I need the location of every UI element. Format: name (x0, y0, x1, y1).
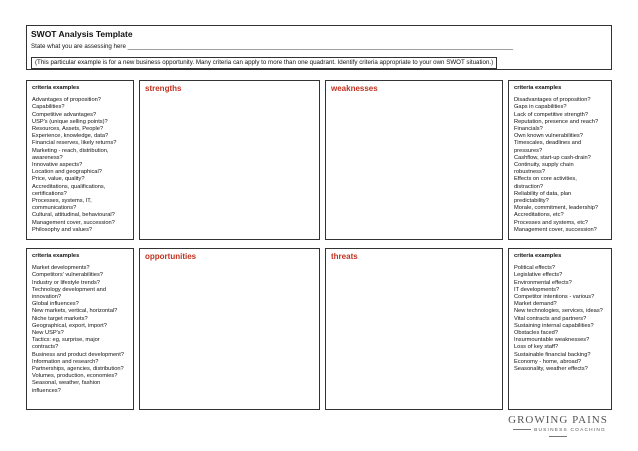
criteria-heading: criteria examples (32, 85, 80, 91)
criteria-item: Insurmountable weaknesses? (514, 337, 590, 344)
criteria-item: contracts? (32, 344, 59, 351)
logo-name: GROWING PAINS (508, 414, 608, 426)
criteria-item: Experience, knowledge, data? (32, 133, 109, 140)
criteria-item: distraction? (514, 183, 544, 190)
strengths-heading: strengths (145, 84, 182, 93)
criteria-item: Financials? (514, 126, 543, 133)
criteria-item: predictability? (514, 198, 549, 205)
criteria-item: Obstacles faced? (514, 330, 558, 337)
company-logo (503, 414, 613, 442)
criteria-item: New markets, vertical, horizontal? (32, 308, 118, 315)
criteria-item: Information and research? (32, 358, 99, 365)
criteria-item: Niche target markets? (32, 315, 88, 322)
criteria-item: Timescales, deadlines and (514, 140, 582, 147)
criteria-item: Resources, Assets, People? (32, 126, 104, 133)
criteria-heading: criteria examples (514, 253, 562, 259)
criteria-item: Industry or lifestyle trends? (32, 279, 100, 286)
criteria-item: Lack of competitive strength? (514, 111, 588, 118)
criteria-item: Technology development and (32, 286, 106, 293)
criteria-item: Business and product development? (32, 351, 125, 358)
criteria-item: Price, value, quality? (32, 176, 85, 183)
criteria-item: Geographical, export, import? (32, 322, 107, 329)
criteria-item: Economy - home, abroad? (514, 358, 582, 365)
criteria-item: Reliability of data, plan (514, 190, 572, 197)
criteria-item: Financial reserves, likely returns? (32, 140, 117, 147)
assess-line[interactable]: State what you are assessing here ________________________________________________________________________________________________________________ (31, 43, 514, 50)
criteria-item: New USP's? (32, 330, 64, 337)
criteria-item: Management cover, succession? (32, 219, 115, 226)
criteria-item: innovation? (32, 294, 62, 301)
criteria-item: Disadvantages of proposition? (514, 97, 591, 104)
criteria-item: Vital contracts and partners? (514, 315, 587, 322)
criteria-item: Morale, commitment, leadership? (514, 205, 599, 212)
criteria-item: New technologies, services, ideas? (514, 308, 603, 315)
strengths-quadrant[interactable] (139, 80, 320, 240)
criteria-item: Seasonality, weather effects? (514, 366, 588, 373)
criteria-list (32, 265, 128, 395)
criteria-item: Partnerships, agencies, distribution? (32, 366, 124, 373)
criteria-list (514, 265, 606, 373)
threats-heading: threats (331, 252, 358, 261)
criteria-box-bottom-right (508, 248, 612, 410)
criteria-item: Processes and systems, etc? (514, 219, 588, 226)
criteria-item: Environmental effects? (514, 279, 572, 286)
criteria-item: Innovative aspects? (32, 162, 83, 169)
criteria-item: Gaps in capabilities? (514, 104, 567, 111)
criteria-item: Global influences? (32, 301, 79, 308)
criteria-heading: criteria examples (32, 253, 80, 259)
page-title: SWOT Analysis Template (31, 29, 133, 39)
criteria-item: Philosophy and values? (32, 226, 93, 233)
criteria-box-top-right (508, 80, 612, 240)
opportunities-heading: opportunities (145, 252, 197, 261)
criteria-item: Own known vulnerabilities? (514, 133, 583, 140)
weaknesses-heading: weaknesses (331, 84, 378, 93)
criteria-item: Accreditations, qualifications, (32, 183, 106, 190)
criteria-item: IT developments? (514, 286, 560, 293)
logo-tagline: BUSINESS COACHING (534, 428, 606, 433)
criteria-item: Seasonal, weather, fashion (32, 380, 101, 387)
criteria-item: Competitor intentions - various? (514, 294, 595, 301)
criteria-heading: criteria examples (514, 85, 562, 91)
criteria-item: pressures? (514, 147, 543, 154)
instruction-note: (This particular example is for a new business opportunity. Many criteria can apply to more than one quadrant. Identify criteria appropriate to your own SWOT situation.) (31, 57, 497, 69)
criteria-item: Effects on core activities, (514, 176, 577, 183)
criteria-item: Sustaining internal capabilities? (514, 322, 594, 329)
criteria-item: Market developments? (32, 265, 90, 272)
criteria-item: Reputation, presence and reach? (514, 118, 599, 125)
criteria-item: Accreditations, etc? (514, 212, 564, 219)
weaknesses-quadrant[interactable] (325, 80, 503, 240)
criteria-item: Processes, systems, IT, (32, 198, 92, 205)
criteria-list (32, 97, 128, 234)
criteria-item: Location and geographical? (32, 169, 102, 176)
logo-tagline-row (503, 427, 613, 441)
criteria-item: Legislative effects? (514, 272, 563, 279)
criteria-item: Marketing - reach, distribution, (32, 147, 109, 154)
criteria-item: influences? (32, 387, 61, 394)
criteria-item: Political effects? (514, 265, 555, 272)
criteria-item: Advantages of proposition? (32, 97, 101, 104)
criteria-list (514, 97, 606, 234)
criteria-item: Volumes, production, economies? (32, 373, 118, 380)
criteria-item: Competitive advantages? (32, 111, 97, 118)
criteria-item: Capabilities? (32, 104, 65, 111)
criteria-item: robustness? (514, 169, 545, 176)
header-box (26, 25, 612, 70)
criteria-item: Cultural, attitudinal, behavioural? (32, 212, 115, 219)
criteria-item: Cashflow, start-up cash-drain? (514, 154, 591, 161)
criteria-box-bottom-left (26, 248, 134, 410)
criteria-item: Tactics: eg, surprise, major (32, 337, 100, 344)
criteria-item: awareness? (32, 154, 63, 161)
threats-quadrant[interactable] (325, 248, 503, 410)
opportunities-quadrant[interactable] (139, 248, 320, 410)
criteria-item: Management cover, succession? (514, 226, 597, 233)
criteria-item: Sustainable financial backing? (514, 351, 591, 358)
criteria-item: Market demand? (514, 301, 557, 308)
criteria-item: communications? (32, 205, 77, 212)
criteria-item: Loss of key staff? (514, 344, 559, 351)
criteria-box-top-left (26, 80, 134, 240)
criteria-item: USP's (unique selling points)? (32, 118, 108, 125)
criteria-item: Competitors' vulnerabilities? (32, 272, 103, 279)
criteria-item: certifications? (32, 190, 67, 197)
criteria-item: Continuity, supply chain (514, 162, 574, 169)
